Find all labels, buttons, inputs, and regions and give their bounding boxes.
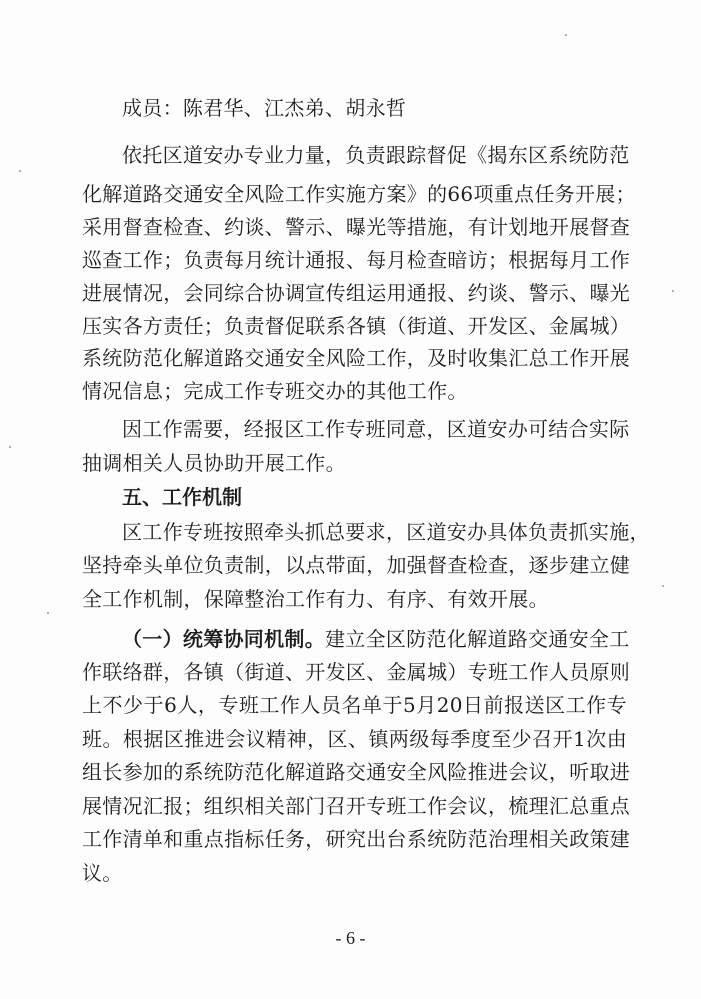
paragraph-3-line-3: 全工作机制，保障整治工作有力、有序、有效开展。 [82,587,549,611]
paragraph-4-first-rest: 建立全区防范化解道路交通安全工 [325,627,630,651]
paragraph-1-line-5: 进展情况，会同综合协调宣传组运用通报、约谈、警示、曝光 [82,281,631,305]
paragraph-1-line-2: 化解道路交通安全风险工作实施方案》的66项重点任务开展； [82,182,636,206]
paragraph-1-line-8: 情况信息；完成工作专班交办的其他工作。 [82,379,468,403]
members-line: 成员：陈君华、江杰弟、胡永哲 [122,96,407,120]
scan-speck [662,585,664,587]
section-heading: 五、工作机制 [122,485,242,509]
paragraph-2-line-1: 因工作需要，经报区工作专班同意，区道安办可结合实际 [122,417,630,441]
paragraph-4-line-3: 上不少于6人，专班工作人员名单于5月20日前报送区工作专 [82,693,627,717]
paragraph-1-line-3: 采用督查检查、约谈、警示、曝光等措施，有计划地开展督查 [82,215,631,239]
page-number: - 6 - [335,928,366,948]
paragraph-4-lead: （一）统筹协同机制。 [122,627,325,651]
paragraph-4-line-7: 工作清单和重点指标任务，研究出台系统防范治理相关政策建 [82,827,631,851]
paragraph-1-line-6: 压实各方责任；负责督促联系各镇（街道、开发区、金属城） [82,314,631,338]
scan-speck [19,170,21,172]
paragraph-1-line-4: 巡查工作；负责每月统计通报、每月检查暗访；根据每月工作 [82,248,631,272]
paragraph-4-line-8: 议。 [82,861,123,885]
paragraph-1-line-1: 依托区道安办专业力量，负责跟踪督促《揭东区系统防范 [122,143,630,167]
paragraph-4-line-4: 班。根据区推进会议精神，区、镇两级每季度至少召开1次由 [82,727,627,751]
paragraph-1-line-7: 系统防范化解道路交通安全风险工作，及时收集汇总工作开展 [82,346,631,370]
scan-speck [47,612,49,614]
paragraph-4-line-1 [122,624,630,654]
scan-speck [672,290,674,292]
paragraph-3-line-1: 区工作专班按照牵头抓总要求，区道安办具体负责抓实施， [122,520,650,544]
scan-speck [565,34,567,36]
paragraph-3-line-2: 坚持牵头单位负责制，以点带面，加强督查检查，逐步建立健 [82,553,631,577]
paragraph-4-line-2: 作联络群，各镇（街道、开发区、金属城）专班工作人员原则 [82,660,631,684]
paragraph-4-line-6: 展情况汇报；组织相关部门召开专班工作会议，梳理汇总重点 [82,794,631,818]
scan-speck [9,446,11,448]
paragraph-2-line-2: 抽调相关人员协助开展工作。 [82,451,346,475]
paragraph-4-line-5: 组长参加的系统防范化解道路交通安全风险推进会议，听取进 [82,760,631,784]
